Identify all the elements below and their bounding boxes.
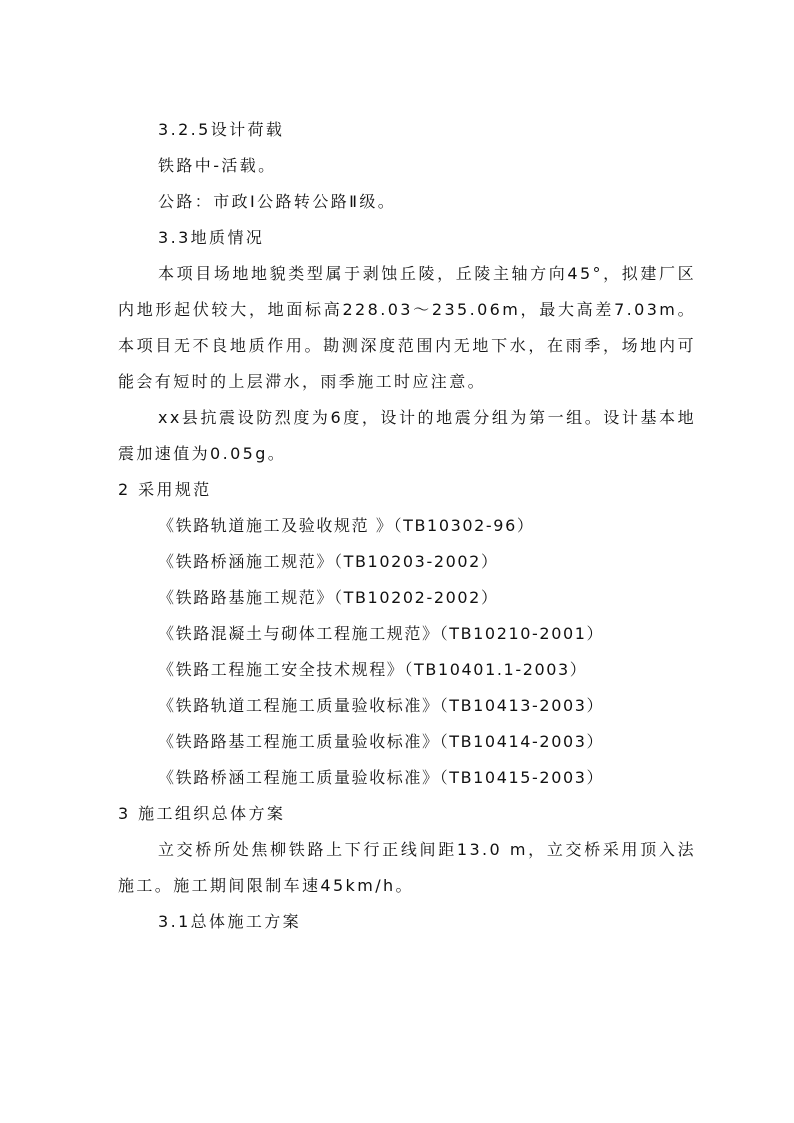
- geology-paragraph: 本项目场地地貌类型属于剥蚀丘陵，丘陵主轴方向45°，拟建厂区内地形起伏较大，地面标高228.03～235.06m，最大高差7.03m。本项目无不良地质作用。勘测深度范围内无地下水，在雨季，场地内可能会有短时的上层滞水，雨季施工时应注意。: [118, 264, 696, 391]
- section-heading-3-1: 3.1总体施工方案: [158, 912, 302, 931]
- section-heading-3-3: 3.3地质情况: [158, 228, 265, 247]
- standard-item: 《铁路混凝土与砌体工程施工规范》（TB10210-2001）: [158, 624, 605, 643]
- standard-item: 《铁路路基施工规范》（TB10202-2002）: [158, 588, 499, 607]
- standards-list: [118, 508, 696, 796]
- section-heading-2: 2 采用规范: [118, 480, 212, 499]
- standard-item: 《铁路桥涵工程施工质量验收标准》（TB10415-2003）: [158, 768, 605, 787]
- road-load-text: 公路：市政Ⅰ公路转公路Ⅱ级。: [158, 192, 397, 211]
- standard-item: 《铁路轨道施工及验收规范 》（TB10302-96）: [158, 516, 535, 535]
- standard-item: 《铁路路基工程施工质量验收标准》（TB10414-2003）: [158, 732, 605, 751]
- section-heading-3: 3 施工组织总体方案: [118, 804, 286, 823]
- standard-item: 《铁路桥涵施工规范》（TB10203-2002）: [158, 552, 499, 571]
- section-heading-3-2-5: 3.2.5设计荷载: [158, 120, 285, 139]
- plan-paragraph: 立交桥所处焦柳铁路上下行正线间距13.0 m，立交桥采用顶入法施工。施工期间限制车速45km/h。: [118, 840, 696, 895]
- standard-item: 《铁路轨道工程施工质量验收标准》（TB10413-2003）: [158, 696, 605, 715]
- seismic-paragraph: xx县抗震设防烈度为6度，设计的地震分组为第一组。设计基本地震加速值为0.05g。: [118, 408, 696, 463]
- rail-load-text: 铁路中-活载。: [158, 156, 277, 175]
- standard-item: 《铁路工程施工安全技术规程》（TB10401.1-2003）: [158, 660, 588, 679]
- document-page: [118, 112, 696, 940]
